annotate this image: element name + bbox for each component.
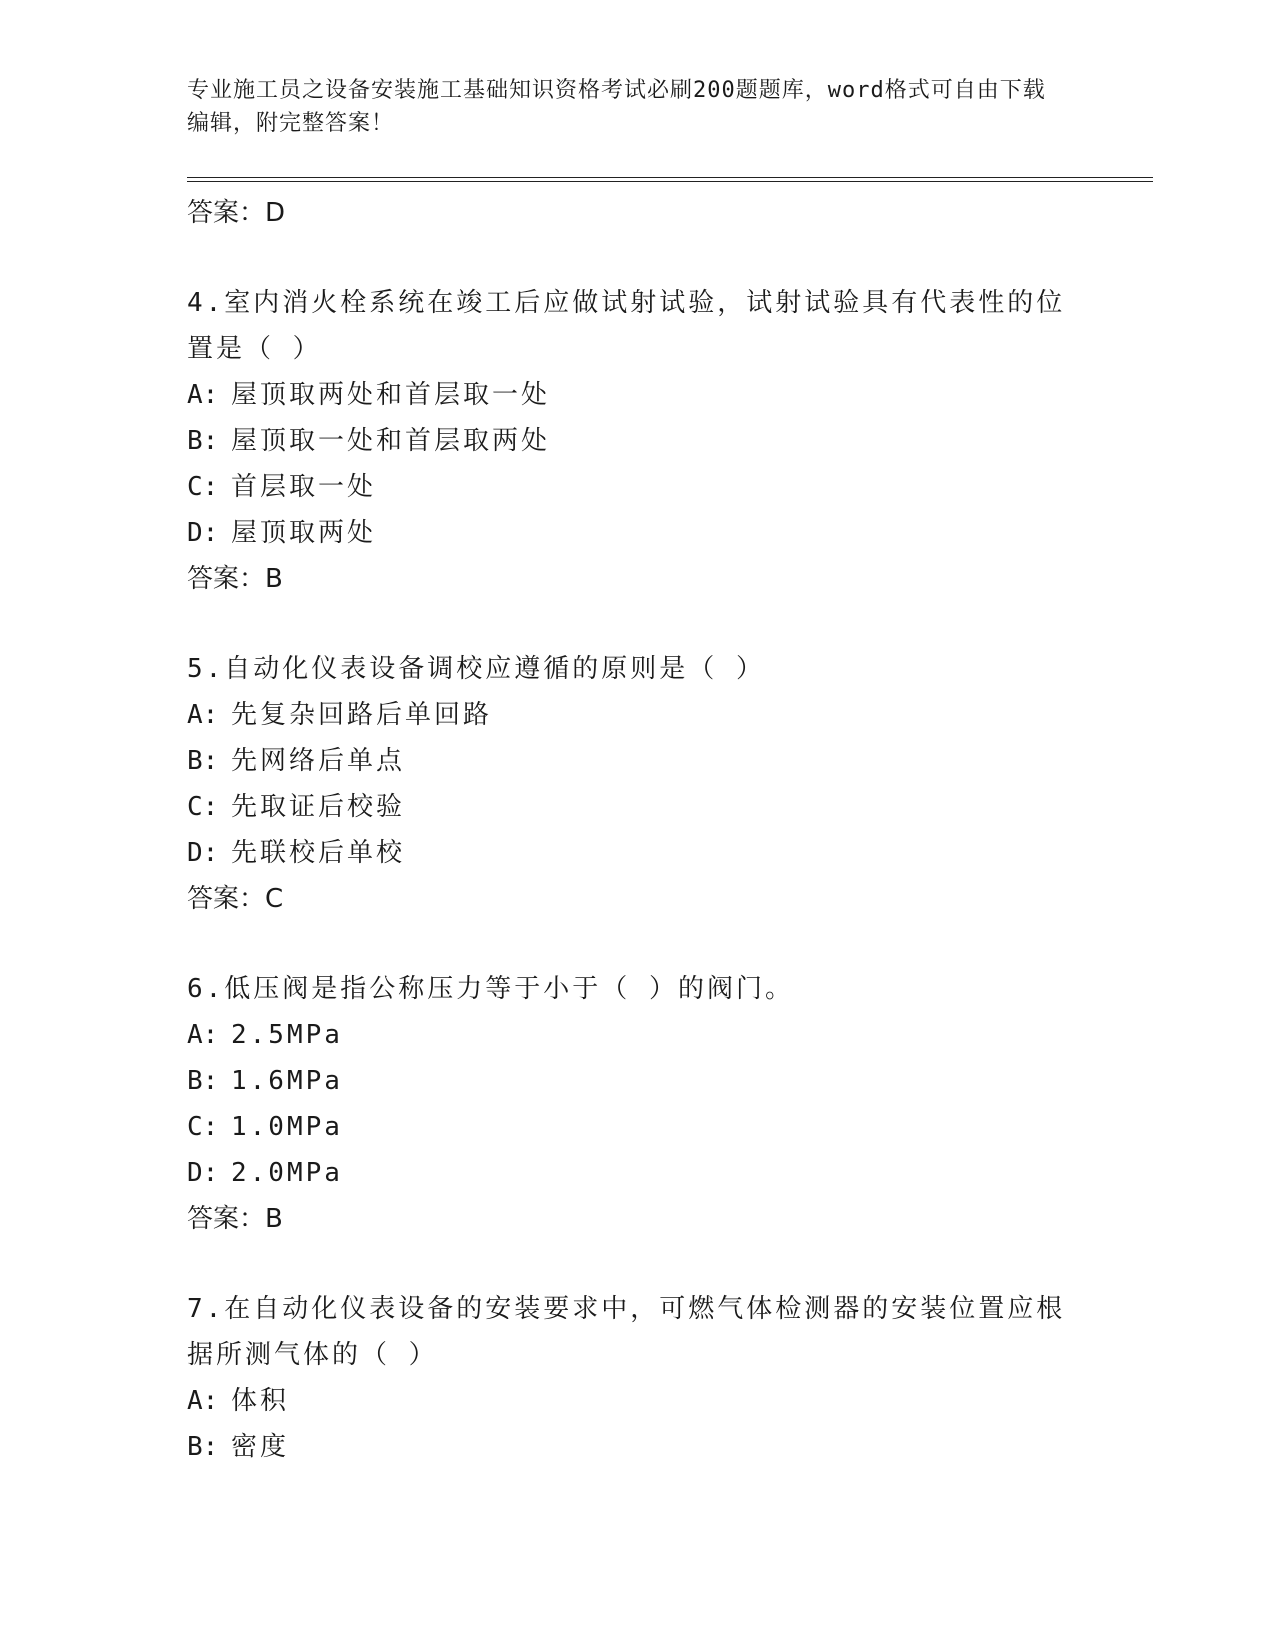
- option-letter: D:: [187, 838, 219, 868]
- question-block: [187, 1286, 1087, 1470]
- option-c: [187, 1104, 1087, 1150]
- option-d: [187, 830, 1087, 876]
- option-d: [187, 1150, 1087, 1196]
- header-rule-top: [187, 177, 1153, 178]
- option-c: [187, 464, 1087, 510]
- option-letter: A:: [187, 1020, 219, 1050]
- option-a: [187, 372, 1087, 418]
- option-letter: A:: [187, 700, 219, 730]
- option-letter: D:: [187, 1158, 219, 1188]
- option-text: 密度: [231, 1432, 290, 1462]
- question-list: [187, 190, 1087, 1470]
- option-text: 首层取一处: [231, 472, 377, 502]
- option-c: [187, 784, 1087, 830]
- spacer: [187, 236, 1087, 280]
- option-b: [187, 1424, 1087, 1470]
- question-block: [187, 280, 1087, 602]
- option-letter: A:: [187, 1386, 219, 1416]
- option-text: 1.6MPa: [231, 1066, 343, 1096]
- option-a: [187, 692, 1087, 738]
- option-b: [187, 418, 1087, 464]
- header-rule-bottom: [187, 181, 1153, 182]
- option-letter: D:: [187, 518, 219, 548]
- option-text: 先取证后校验: [231, 792, 406, 822]
- spacer: [187, 922, 1087, 966]
- option-text: 体积: [231, 1386, 290, 1416]
- question-block: [187, 966, 1087, 1242]
- question-text: 4.室内消火栓系统在竣工后应做试射试验，试射试验具有代表性的位置是（ ）: [187, 288, 1066, 364]
- option-text: 先网络后单点: [231, 746, 406, 776]
- option-letter: C:: [187, 1112, 219, 1142]
- option-text: 屋顶取一处和首层取两处: [231, 426, 551, 456]
- answer-label: 答案：C: [187, 884, 284, 914]
- option-b: [187, 1058, 1087, 1104]
- option-b: [187, 738, 1087, 784]
- option-letter: B:: [187, 746, 219, 776]
- option-text: 先联校后单校: [231, 838, 406, 868]
- option-letter: C:: [187, 472, 219, 502]
- option-text: 屋顶取两处: [231, 518, 377, 548]
- spacer: [187, 1242, 1087, 1286]
- question-text: 6.低压阀是指公称压力等于小于（ ）的阀门。: [187, 974, 794, 1004]
- option-letter: B:: [187, 426, 219, 456]
- document-header: 专业施工员之设备安装施工基础知识资格考试必刷200题题库，word格式可自由下载编辑，附完整答案！: [187, 78, 1046, 136]
- option-text: 2.0MPa: [231, 1158, 343, 1188]
- answer-label: 答案：B: [187, 1204, 283, 1234]
- question-text: 7.在自动化仪表设备的安装要求中，可燃气体检测器的安装位置应根据所测气体的（ ）: [187, 1294, 1066, 1370]
- spacer: [187, 602, 1087, 646]
- option-letter: C:: [187, 792, 219, 822]
- option-text: 先复杂回路后单回路: [231, 700, 493, 730]
- answer-label: 答案：B: [187, 564, 283, 594]
- option-a: [187, 1378, 1087, 1424]
- option-letter: B:: [187, 1432, 219, 1462]
- option-letter: A:: [187, 380, 219, 410]
- option-a: [187, 1012, 1087, 1058]
- question-text: 5.自动化仪表设备调校应遵循的原则是（ ）: [187, 654, 765, 684]
- answer-label: 答案：D: [187, 198, 286, 228]
- question-block: [187, 646, 1087, 922]
- option-text: 屋顶取两处和首层取一处: [231, 380, 551, 410]
- option-d: [187, 510, 1087, 556]
- option-text: 1.0MPa: [231, 1112, 343, 1142]
- option-text: 2.5MPa: [231, 1020, 343, 1050]
- option-letter: B:: [187, 1066, 219, 1096]
